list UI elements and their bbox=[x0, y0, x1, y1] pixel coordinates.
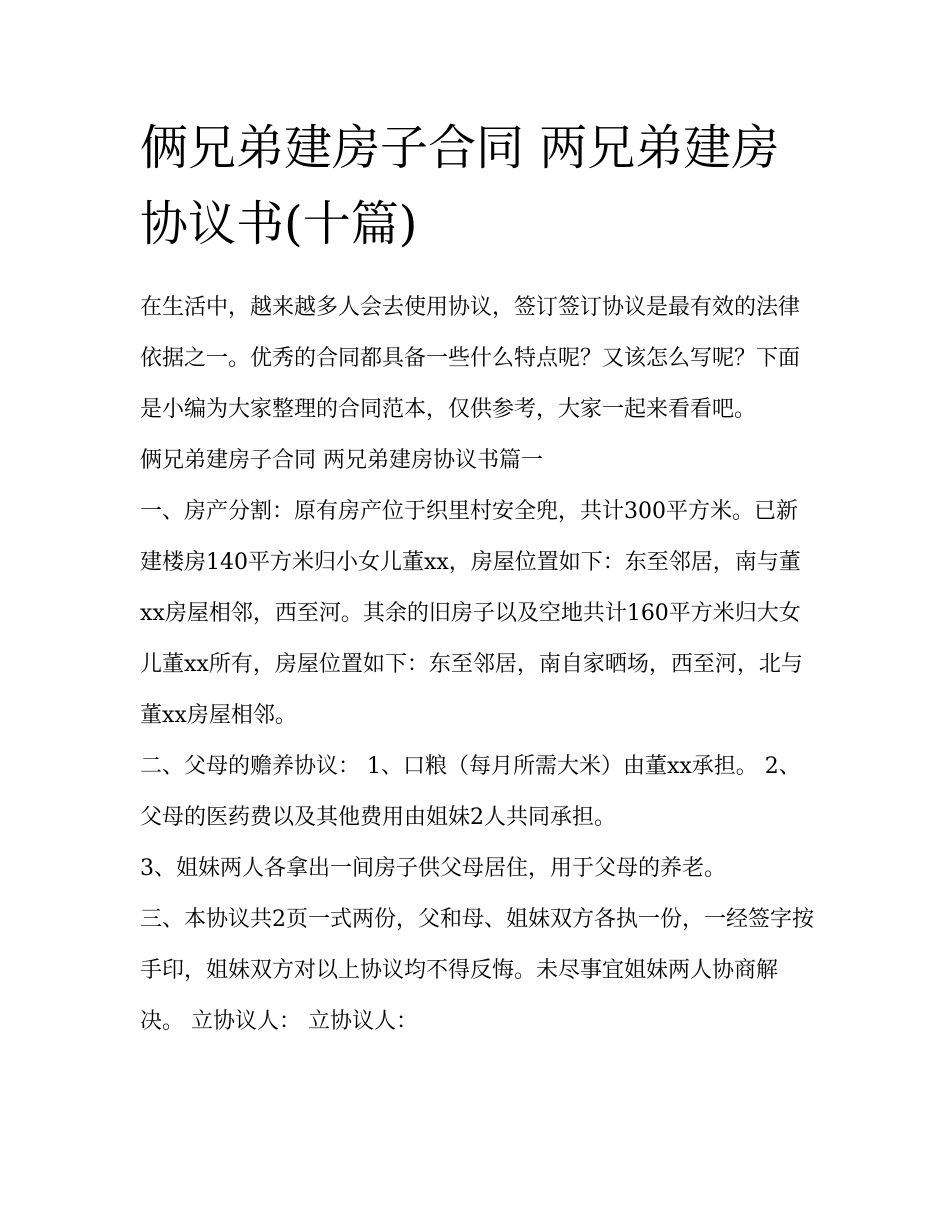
intro-paragraph: 在生活中，越来越多人会去使用协议，签订签订协议是最有效的法律依据之一。优秀的合同都具备一些什么特点呢？又该怎么写呢？下面是小编为大家整理的合同范本，仅供参考，大家一起来看看吧。 bbox=[140, 295, 801, 422]
document-title: 俩兄弟建房子合同 两兄弟建房协议书(十篇) bbox=[140, 120, 780, 252]
clause-property-division: 一、房产分割：原有房产位于织里村安全兜，共计300平方米。已新建楼房140平方米归小女儿董xx，房屋位置如下：东至邻居，南与董xx房屋相邻，西至河。其余的旧房子以及空地共计160平方米归大女儿董xx所有，房屋位置如下：东至邻居，南自家晒场，西至河，北与董xx房屋相邻。 bbox=[140, 499, 803, 728]
clause-parent-support: 二、父母的赡养协议： 1、口粮（每月所需大米）由董xx承担。 2、父母的医药费以及其他费用由姐妹2人共同承担。 bbox=[140, 754, 801, 830]
section-heading: 俩兄弟建房子合同 两兄弟建房协议书篇一 bbox=[140, 448, 543, 473]
clause-agreement-copies: 三、本协议共2页一式两份，父和母、姐妹双方各执一份，一经签字按手印，姐妹双方对以上协议均不得反悔。未尽事宜姐妹两人协商解决。 立协议人： 立协议人： bbox=[140, 907, 814, 1034]
clause-housing-for-parents: 3、姐妹两人各拿出一间房子供父母居住，用于父母的养老。 bbox=[140, 856, 726, 881]
document-body bbox=[140, 110, 815, 1047]
